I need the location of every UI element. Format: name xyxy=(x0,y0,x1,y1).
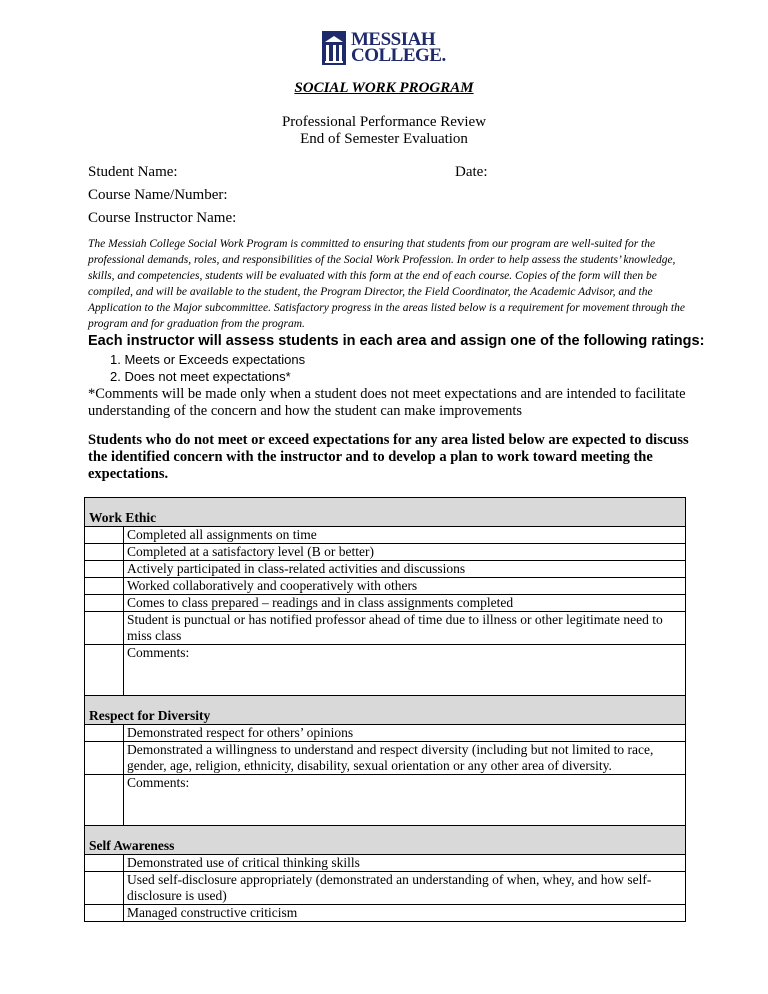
page-subtitle-2: End of Semester Evaluation xyxy=(300,131,468,147)
criterion-text: Demonstrated use of critical thinking skills xyxy=(124,855,686,872)
table-row xyxy=(85,527,686,544)
rating-box[interactable] xyxy=(85,775,124,826)
comments-note: *Comments will be made only when a student does not meet expectations and are intended to facilitate understanding of the concern and how the student can make improvements xyxy=(88,386,686,419)
table-row xyxy=(85,544,686,561)
rating-box[interactable] xyxy=(85,872,124,905)
rating-box[interactable] xyxy=(85,612,124,645)
rating-box[interactable] xyxy=(85,725,124,742)
criterion-text: Comes to class prepared – readings and in class assignments completed xyxy=(124,595,686,612)
section-title-respect-for-diversity: Respect for Diversity xyxy=(85,708,686,725)
rating-box[interactable] xyxy=(85,544,124,561)
table-row xyxy=(85,725,686,742)
criterion-text: Used self-disclosure appropriately (demonstrated an understanding of when, whey, and how self-disclosure is used) xyxy=(124,872,686,905)
rating-option-1: 1. Meets or Exceeds expectations xyxy=(110,352,306,367)
table-row xyxy=(85,742,686,775)
page-title: SOCIAL WORK PROGRAM xyxy=(294,80,474,96)
course-name-label: Course Name/Number: xyxy=(88,187,228,203)
rating-option-2: 2. Does not meet expectations* xyxy=(110,369,291,384)
table-row xyxy=(85,561,686,578)
page-subtitle-1: Professional Performance Review xyxy=(281,114,487,130)
rating-box[interactable] xyxy=(85,855,124,872)
college-seal-icon xyxy=(322,31,346,65)
table-row xyxy=(85,872,686,905)
section-title-self-awareness: Self Awareness xyxy=(85,838,686,855)
students-expectation-note: Students who do not meet or exceed expectations for any area listed below are expected to discuss the identified concern with the instructor and to develop a plan to work toward meeting the expectations. xyxy=(88,432,689,482)
table-row xyxy=(85,855,686,872)
rating-box[interactable] xyxy=(85,645,124,696)
date-label: Date: xyxy=(455,164,488,180)
rating-box[interactable] xyxy=(85,742,124,775)
table-row xyxy=(85,595,686,612)
criterion-text: Completed all assignments on time xyxy=(124,527,686,544)
rating-box[interactable] xyxy=(85,595,124,612)
rating-box[interactable] xyxy=(85,578,124,595)
comments-row xyxy=(85,775,686,826)
table-row xyxy=(85,612,686,645)
table-row xyxy=(85,905,686,922)
instructor-name-label: Course Instructor Name: xyxy=(88,210,237,226)
criterion-text: Student is punctual or has notified professor ahead of time due to illness or other legitimate need to miss class xyxy=(124,612,686,645)
rating-box[interactable] xyxy=(85,527,124,544)
criterion-text: Completed at a satisfactory level (B or better) xyxy=(124,544,686,561)
criterion-text: Managed constructive criticism xyxy=(124,905,686,922)
rating-box[interactable] xyxy=(85,561,124,578)
criterion-text: Worked collaboratively and cooperatively with others xyxy=(124,578,686,595)
program-intro-text: The Messiah College Social Work Program is committed to ensuring that students from our program are well-suited for the professional demands, roles, and responsibilities of the Social Work Profession. In order to help assess the students’ knowledge, skills, and competencies, students will be evaluated with this form at the end of each course. Copies of the form will then be compiled, and will be available to the student, the Program Director, the Field Coordinator, the Academic Advisor, and the Application to the Major subcommittee. Satisfactory progress in the areas listed below is a requirement for movement through the program and for graduation from the program. xyxy=(88,238,685,330)
criterion-text: Actively participated in class-related activities and discussions xyxy=(124,561,686,578)
section-title-work-ethic: Work Ethic xyxy=(85,510,686,527)
evaluation-table xyxy=(84,497,686,922)
table-row xyxy=(85,578,686,595)
college-logo xyxy=(322,30,446,66)
criterion-text: Demonstrated a willingness to understand and respect diversity (including but not limited to race, gender, age, religion, ethnicity, disability, sexual orientation or any other area of diversity. xyxy=(124,742,686,775)
comments-row xyxy=(85,645,686,696)
comments-field[interactable]: Comments: xyxy=(124,645,686,696)
criterion-text: Demonstrated respect for others’ opinions xyxy=(124,725,686,742)
student-name-label: Student Name: xyxy=(88,164,178,180)
logo-wordmark: MESSIAH COLLEGE. xyxy=(351,29,446,66)
comments-field[interactable]: Comments: xyxy=(124,775,686,826)
rating-box[interactable] xyxy=(85,905,124,922)
ratings-heading: Each instructor will assess students in each area and assign one of the following ratings: xyxy=(88,333,705,349)
